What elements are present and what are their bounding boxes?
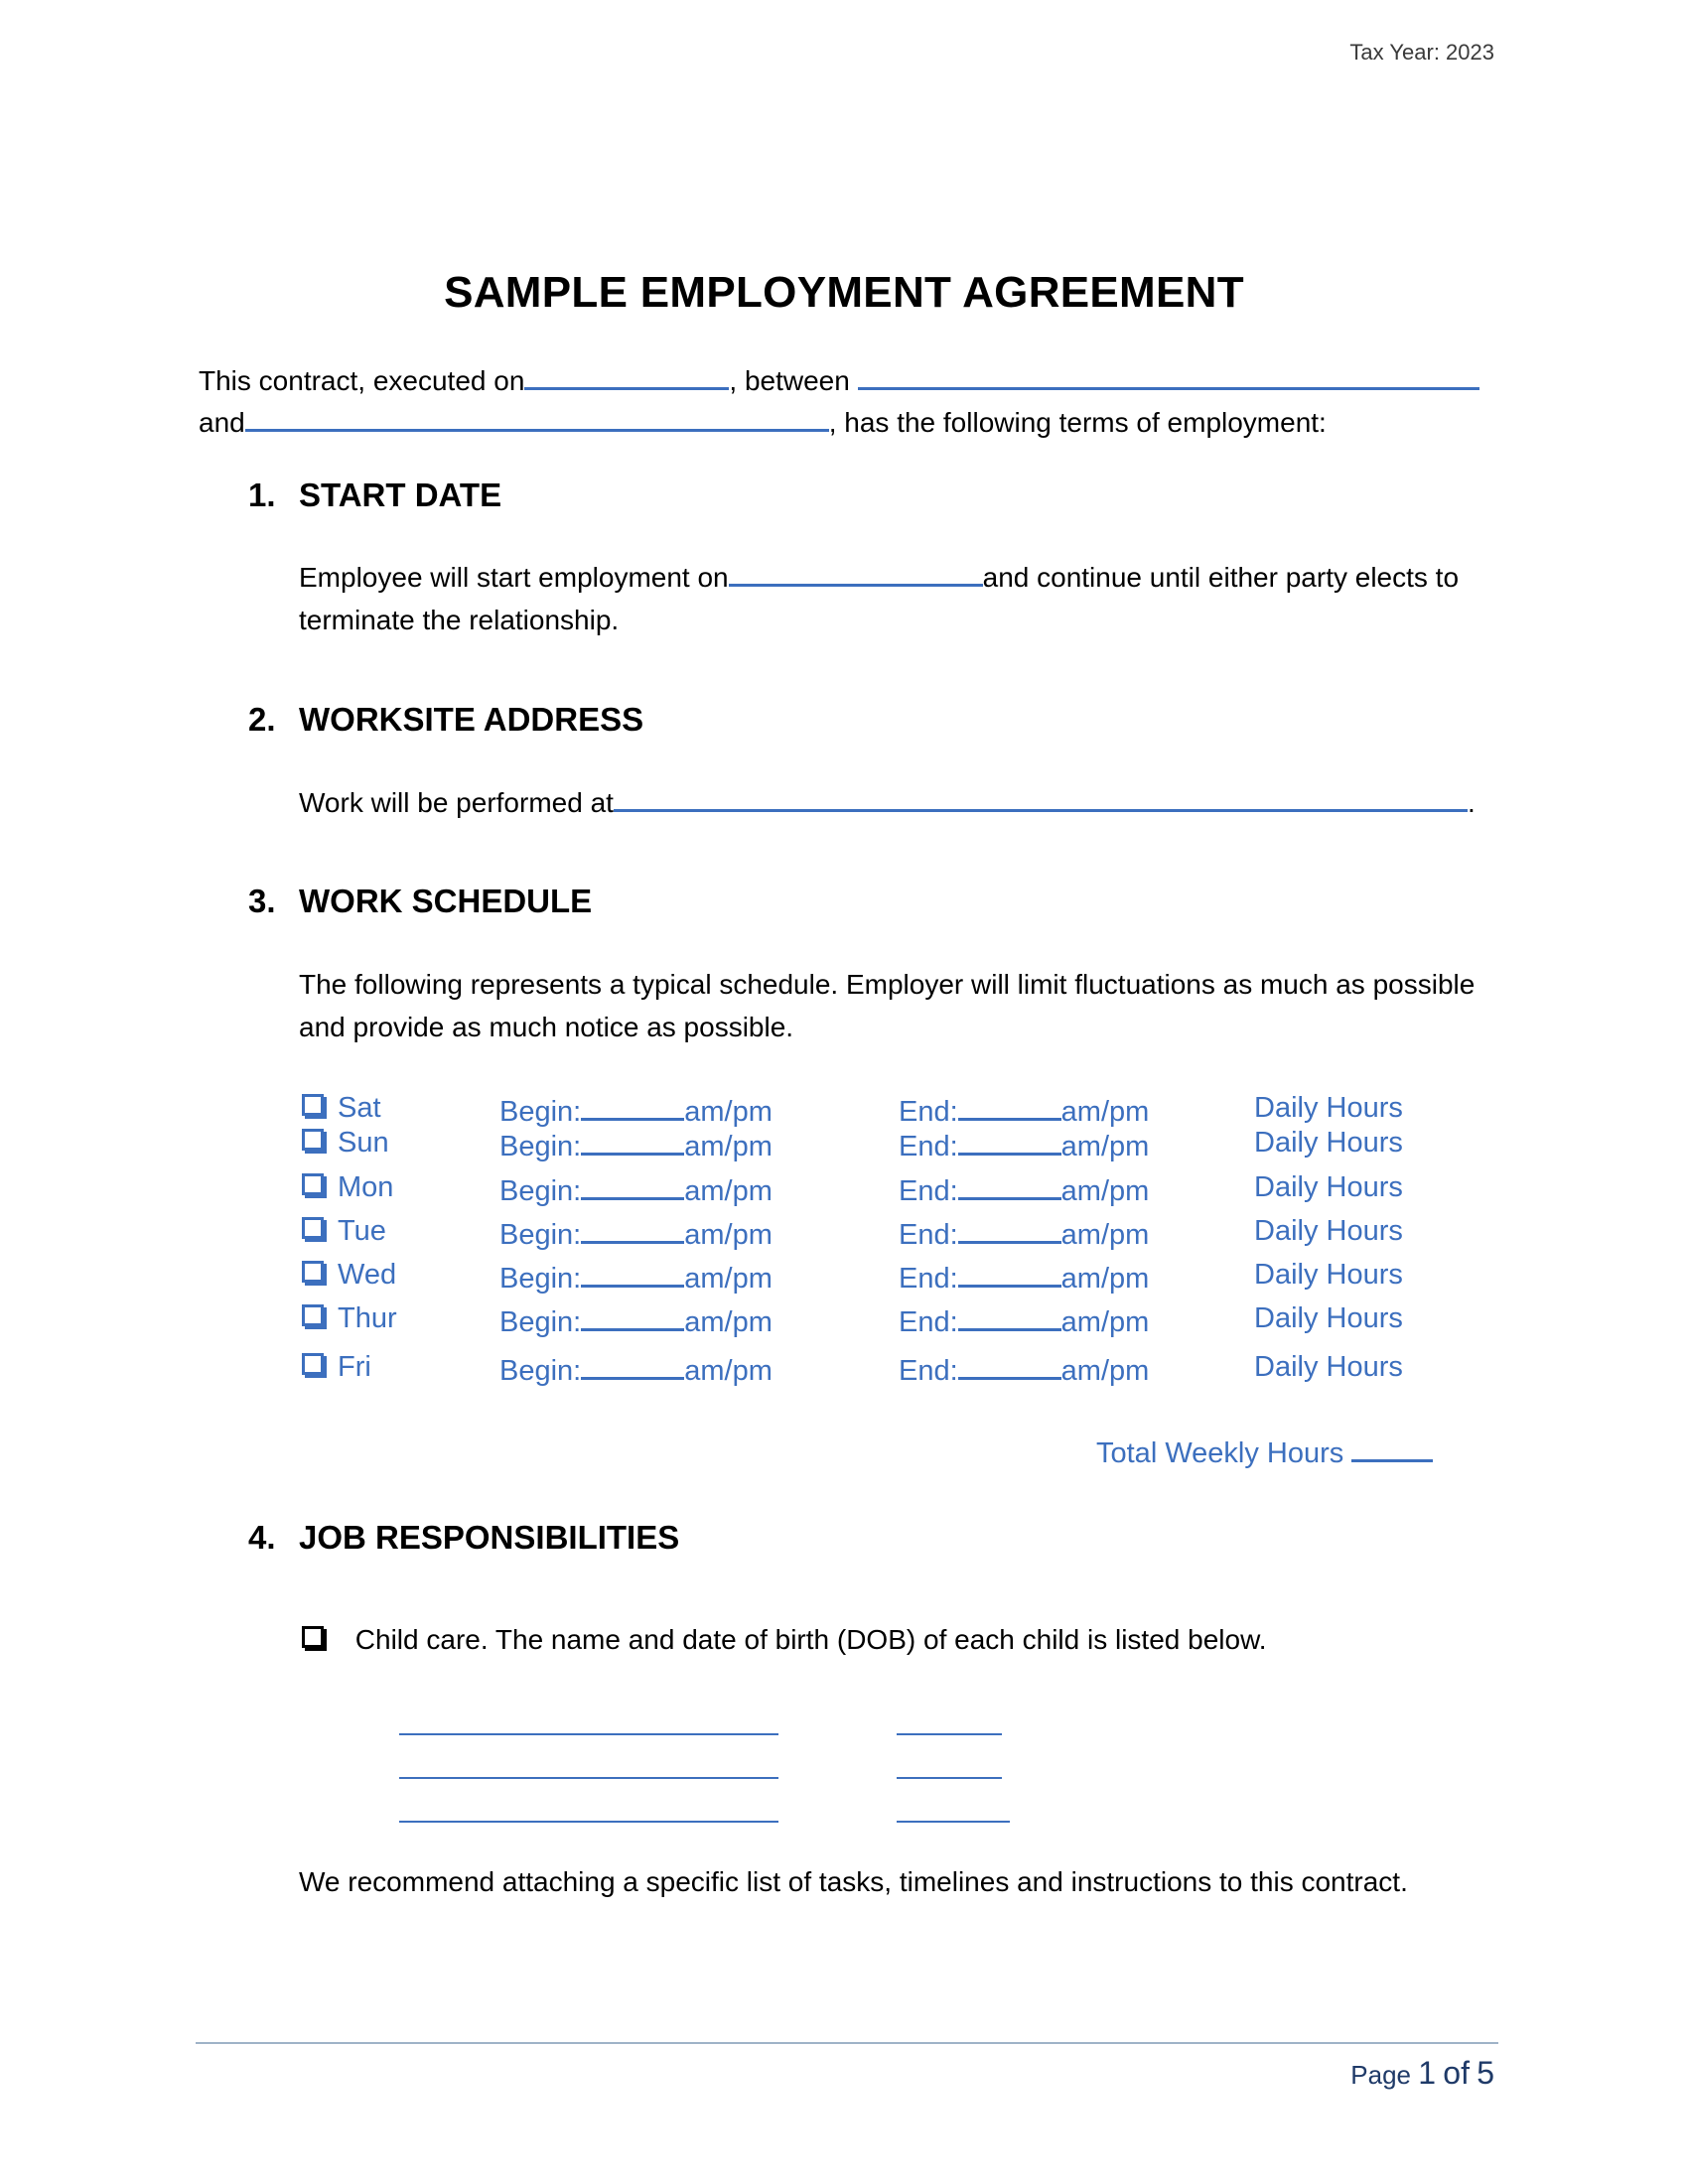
end-time <box>899 1351 1149 1388</box>
day-item[interactable] <box>302 1092 381 1125</box>
total-weekly-hours-label: Total Weekly Hours <box>1096 1437 1344 1469</box>
end-time <box>899 1092 1149 1129</box>
day-label: Fri <box>338 1351 371 1383</box>
begin-label: Begin: <box>499 1306 582 1338</box>
child-care-item <box>302 1618 1267 1661</box>
section-worksite-heading <box>0 701 1688 746</box>
section-number: 2. <box>248 701 276 738</box>
daily-hours-label: Daily Hours <box>1254 1215 1403 1247</box>
employer-name-field[interactable] <box>858 359 1479 390</box>
begin-time-field[interactable] <box>581 1259 684 1288</box>
tax-year-label: Tax Year: 2023 <box>1349 40 1494 65</box>
footer-divider <box>196 2042 1498 2044</box>
total-weekly-hours-field[interactable] <box>1351 1433 1433 1462</box>
begin-label: Begin: <box>499 1096 582 1128</box>
document-title: SAMPLE EMPLOYMENT AGREEMENT <box>444 268 1244 317</box>
begin-label: Begin: <box>499 1355 582 1387</box>
recommendation-text: We recommend attaching a specific list of tasks, timelines and instructions to this contract. <box>299 1866 1408 1897</box>
end-time <box>899 1215 1149 1252</box>
ampm-label: am/pm <box>1060 1263 1150 1295</box>
worksite-period: . <box>1467 787 1476 818</box>
daily-hours-label: Daily Hours <box>1254 1259 1403 1291</box>
end-time-field[interactable] <box>958 1259 1061 1288</box>
begin-time-field[interactable] <box>581 1092 684 1121</box>
end-time-field[interactable] <box>958 1215 1061 1244</box>
ampm-label: am/pm <box>1060 1175 1150 1207</box>
begin-time-field[interactable] <box>581 1351 684 1380</box>
daily-hours-label: Daily Hours <box>1254 1092 1403 1124</box>
begin-time <box>499 1259 773 1296</box>
page-number <box>1350 2055 1494 2092</box>
begin-time <box>499 1302 773 1339</box>
begin-time-field[interactable] <box>581 1215 684 1244</box>
end-time <box>899 1259 1149 1296</box>
end-time-field[interactable] <box>958 1092 1061 1121</box>
execution-date-field[interactable] <box>524 359 729 390</box>
end-label: End: <box>899 1219 958 1251</box>
section-schedule-heading <box>0 883 1688 927</box>
checkbox-icon[interactable] <box>302 1217 324 1239</box>
end-label: End: <box>899 1355 958 1387</box>
begin-time <box>499 1351 773 1388</box>
begin-label: Begin: <box>499 1263 582 1295</box>
day-label: Tue <box>338 1215 386 1247</box>
schedule-row <box>0 1302 1688 1342</box>
checkbox-icon[interactable] <box>302 1094 324 1116</box>
section-title: START DATE <box>299 477 502 513</box>
child-dob-field[interactable] <box>897 1733 1002 1735</box>
begin-label: Begin: <box>499 1219 582 1251</box>
begin-time <box>499 1127 773 1163</box>
section-number: 4. <box>248 1519 276 1556</box>
day-item[interactable] <box>302 1302 397 1335</box>
start-date-line-2: terminate the relationship. <box>299 605 620 635</box>
day-item[interactable] <box>302 1215 386 1248</box>
start-date-line-1 <box>299 556 1459 599</box>
start-date-field[interactable] <box>729 556 983 587</box>
end-time-field[interactable] <box>958 1302 1061 1331</box>
start-date-text: Employee will start employment on <box>299 562 729 593</box>
begin-label: Begin: <box>499 1175 582 1207</box>
day-item[interactable] <box>302 1171 393 1204</box>
section-title: WORK SCHEDULE <box>299 883 593 919</box>
ampm-label: am/pm <box>684 1219 773 1251</box>
child-dob-field[interactable] <box>897 1821 1010 1823</box>
worksite-address-field[interactable] <box>614 781 1468 812</box>
schedule-row <box>0 1171 1688 1211</box>
end-time-field[interactable] <box>958 1351 1061 1380</box>
end-time-field[interactable] <box>958 1127 1061 1156</box>
checkbox-icon[interactable] <box>302 1353 324 1375</box>
section-number: 1. <box>248 477 276 513</box>
schedule-row <box>0 1259 1688 1298</box>
ampm-label: am/pm <box>684 1131 773 1162</box>
intro-text-terms: , has the following terms of employment: <box>828 407 1327 438</box>
day-label: Mon <box>338 1171 394 1203</box>
section-title: JOB RESPONSIBILITIES <box>299 1519 680 1556</box>
page-word: Page <box>1350 2060 1412 2090</box>
day-label: Thur <box>338 1302 397 1334</box>
end-label: End: <box>899 1306 958 1338</box>
ampm-label: am/pm <box>684 1306 773 1338</box>
page-current: 1 <box>1418 2055 1437 2091</box>
day-label: Sun <box>338 1127 389 1159</box>
ampm-label: am/pm <box>1060 1355 1150 1387</box>
checkbox-icon[interactable] <box>302 1173 324 1195</box>
ampm-label: am/pm <box>1060 1219 1150 1251</box>
daily-hours-label: Daily Hours <box>1254 1351 1403 1383</box>
end-label: End: <box>899 1175 958 1207</box>
daily-hours-label: Daily Hours <box>1254 1171 1403 1203</box>
begin-time-field[interactable] <box>581 1127 684 1156</box>
day-label: Sat <box>338 1092 381 1124</box>
section-responsibilities-heading <box>0 1519 1688 1564</box>
end-time <box>899 1171 1149 1208</box>
ampm-label: am/pm <box>1060 1096 1150 1128</box>
intro-line-2 <box>199 401 1327 444</box>
begin-time-field[interactable] <box>581 1171 684 1200</box>
page-of: of <box>1443 2055 1470 2091</box>
end-label: End: <box>899 1096 958 1128</box>
total-weekly-hours <box>1096 1433 1433 1470</box>
intro-line-1 <box>199 359 1479 402</box>
schedule-row <box>0 1092 1688 1132</box>
child-name-field[interactable] <box>399 1777 778 1779</box>
begin-time <box>499 1092 773 1129</box>
intro-text-and: and <box>199 407 245 438</box>
intro-text-between: , between <box>729 365 850 396</box>
ampm-label: am/pm <box>684 1096 773 1128</box>
begin-time-field[interactable] <box>581 1302 684 1331</box>
ampm-label: am/pm <box>684 1355 773 1387</box>
schedule-row <box>0 1127 1688 1166</box>
end-time <box>899 1302 1149 1339</box>
child-name-field[interactable] <box>399 1821 778 1823</box>
child-dob-field[interactable] <box>897 1777 1002 1779</box>
page-total: 5 <box>1477 2055 1494 2091</box>
begin-time <box>499 1215 773 1252</box>
section-start-date-heading <box>0 477 1688 521</box>
worksite-text: Work will be performed at <box>299 787 614 818</box>
day-item[interactable] <box>302 1259 396 1292</box>
child-name-field[interactable] <box>399 1733 778 1735</box>
employee-name-field[interactable] <box>245 401 829 432</box>
daily-hours-label: Daily Hours <box>1254 1302 1403 1334</box>
begin-label: Begin: <box>499 1131 582 1162</box>
end-time-field[interactable] <box>958 1171 1061 1200</box>
daily-hours-label: Daily Hours <box>1254 1127 1403 1159</box>
checkbox-icon[interactable] <box>302 1261 324 1283</box>
schedule-row <box>0 1351 1688 1391</box>
section-number: 3. <box>248 883 276 919</box>
day-item[interactable] <box>302 1127 389 1160</box>
child-care-text: Child care. The name and date of birth (DOB) of each child is listed below. <box>354 1624 1267 1655</box>
end-label: End: <box>899 1131 958 1162</box>
ampm-label: am/pm <box>684 1175 773 1207</box>
schedule-intro-line-2: and provide as much notice as possible. <box>299 1012 794 1042</box>
ampm-label: am/pm <box>684 1263 773 1295</box>
begin-time <box>499 1171 773 1208</box>
ampm-label: am/pm <box>1060 1306 1150 1338</box>
day-label: Wed <box>338 1259 397 1291</box>
checkbox-icon[interactable] <box>302 1129 324 1151</box>
worksite-line <box>299 781 1476 824</box>
start-date-continue-text: and continue until either party elects to <box>982 562 1460 593</box>
checkbox-icon[interactable] <box>302 1304 324 1326</box>
end-label: End: <box>899 1263 958 1295</box>
schedule-row <box>0 1215 1688 1255</box>
end-time <box>899 1127 1149 1163</box>
schedule-intro-line-1: The following represents a typical schedule. Employer will limit fluctuations as much as possible <box>299 969 1476 1000</box>
checkbox-icon[interactable] <box>302 1626 324 1648</box>
ampm-label: am/pm <box>1060 1131 1150 1162</box>
day-item[interactable] <box>302 1351 371 1384</box>
section-title: WORKSITE ADDRESS <box>299 701 644 738</box>
intro-text-executed: This contract, executed on <box>199 365 525 396</box>
